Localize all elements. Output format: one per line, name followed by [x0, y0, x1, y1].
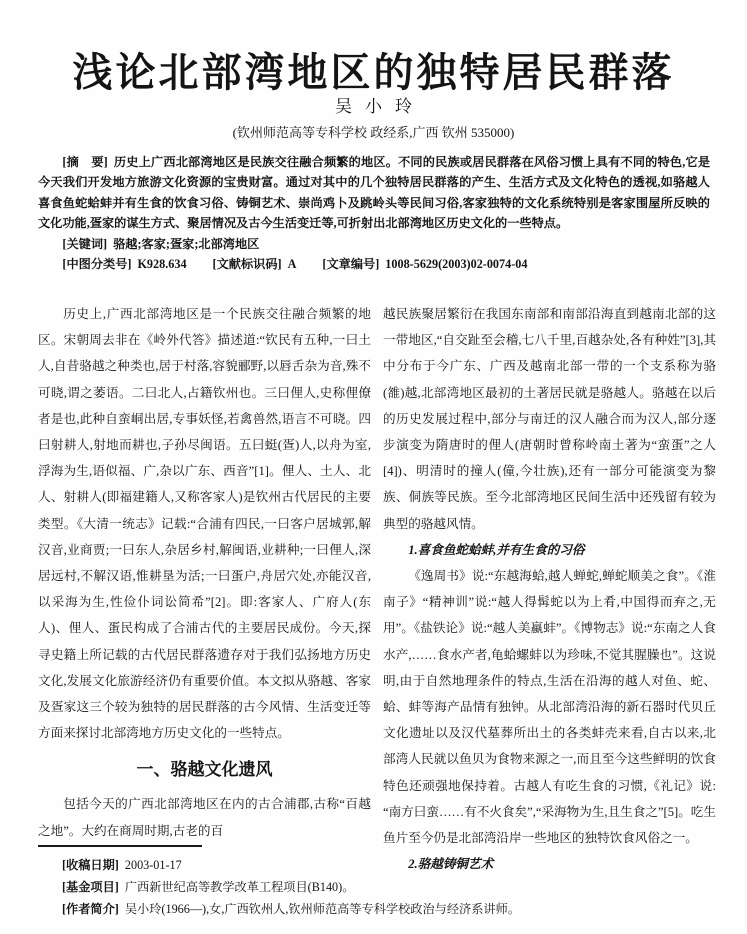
footnote-divider [38, 845, 202, 847]
body-paragraph-intro: 历史上,广西北部湾地区是一个民族交往融合频繁的地区。宋朝周去非在《岭外代答》描述道:“钦民有五种,一曰土人,自昔骆越之种类也,居于村落,容貌郦野,以唇舌杂为音,殊不可晓,谓之萎语。二曰北人,占籍钦州也。三曰俚人,史称俚僚者是也,此种自蛮峒出居,专事妖怪,若禽兽然,语言不可晓。四曰射耕人,射地而耕也,子孙尽闽语。五曰蜓(疍)人,以舟为室,浮海为生,语似福、广,杂以广东、西音”[1]。俚人、土人、北人、射耕人(即福建籍人,又称客家人)是钦州古代居民的主要类型。《大清一统志》记载:“合浦有四民,一曰客户居城郭,解汉音,业商贾;一曰东人,杂居乡村,解闽语,业耕种;一曰俚人,深居远村,不解汉语,惟耕垦为活;一曰蛋户,舟居穴处,亦能汉音,以采海为生,性俭仆词讼简希”[2]。即:客家人、广府人(东人)、俚人、蛋民构成了合浦古代的主要居民成份。今天,探寻史籍上所记载的古代居民群落遗存对于我们弘扬地方历史文化,发展文化旅游经济仍有重要价值。本文拟从骆越、客家及疍家这三个较为独特的居民群落的古今风情、生活变迁等方面来探讨北部湾地方历史文化的一些特点。 [38, 307, 371, 741]
section-heading-1: 一、骆越文化遗风 [136, 760, 273, 780]
author-name: 吴小玲 [335, 97, 425, 116]
article-meta [38, 152, 710, 274]
article-id-label: [文章编号] [322, 257, 380, 272]
footnote-author-bio [38, 898, 718, 920]
footnote-label: [基金项目] [62, 880, 119, 894]
footnote-label: [作者简介] [62, 902, 119, 916]
author-affiliation: (钦州师范高等专科学校 政经系,广西 钦州 535000) [232, 125, 515, 140]
subsection-heading-2: 2.骆越铸铜艺术 [408, 857, 494, 872]
clc-label: [中图分类号] [62, 257, 132, 272]
footnote-text: 吴小玲(1966—),女,广西钦州人,钦州师范高等专科学校政治与经济系讲师。 [124, 902, 520, 916]
page-title: 浅论北部湾地区的独特居民群落 [72, 49, 675, 95]
doc-code-label: [文献标识码] [212, 257, 282, 272]
footnote-label: [收稿日期] [62, 858, 119, 872]
clc-value: K928.634 [137, 257, 187, 272]
doc-code-value: A [287, 257, 297, 272]
keywords-label: [关键词] [62, 236, 108, 251]
body-paragraph-section1: 包括今天的广西北部湾地区在内的古合浦郡,古称“百越之地”。大约在商周时期,古老的百 [38, 797, 371, 838]
keywords-text: 骆越;客家;疍家;北部湾地区 [113, 236, 260, 251]
body-paragraph-continued: 越民族聚居繁衍在我国东南部和南部沿海直到越南北部的这一带地区,“自交趾至会稽,七八千里,百越杂处,各有种姓”[3],其中分布于今广东、广西及越南北部一带的一个支系称为骆(雒)越,北部湾地区最初的土著居民就是骆越人。骆越在以后的历史发展过程中,部分与南迁的汉人融合而为汉人,部分逐步演变为隋唐时的俚人(唐朝时曾称岭南土著为“蛮蛋”之人[4])、明清时的撞人(僮,今壮族),还有一部分可能演变为黎族、侗族等民族。至今北部湾地区民间生活中还残留有较为典型的骆越风情。 [383, 307, 716, 531]
footnote-block [38, 845, 718, 920]
left-column [38, 301, 371, 846]
right-column [383, 301, 716, 872]
subsection-heading-1: 1.喜食鱼蛇蛤蚌,并有生食的习俗 [408, 542, 585, 557]
article-id-value: 1008-5629(2003)02-0074-04 [385, 257, 528, 272]
body-paragraph-customs: 《逸周书》说:“东越海蛤,越人蝉蛇,蝉蛇顺美之食”。《淮南子》“精神训”说:“越人得髯蛇以为上肴,中国得而弃之,无用”。《盐铁论》说:“越人美蠃蚌”。《博物志》说:“东南之人食水产,……食水产者,龟蛤螺蚌以为珍味,不觉其腥臊也”。这说明,由于自然地理条件的特点,生活在沿海的越人对鱼、蛇、蛤、蚌等海产品情有独钟。从北部湾沿海的新石器时代贝丘文化遗址以及汉代墓葬所出土的各类蚌壳来看,自古以来,北部湾人民就以鱼贝为食物来源之一,而且至今这些鲜明的饮食特色还顽强地保持着。古越人有吃生食的习惯,《礼记》说:“南方曰蛮……有不火食矣”,“采海物为生,且生食之”[5]。吃生鱼片至今仍是北部湾沿岸一些地区的独特饮食风俗之一。 [383, 569, 716, 846]
footnote-fund-project [38, 876, 718, 898]
keywords-line [38, 234, 710, 254]
footnote-received-date [38, 854, 718, 876]
abstract-paragraph [38, 152, 710, 234]
abstract-label: [摘 要] [62, 155, 108, 169]
footnote-text: 广西新世纪高等教学改革工程项目(B140)。 [124, 880, 355, 894]
abstract-text: 历史上广西北部湾地区是民族交往融合频繁的地区。不同的民族或居民群落在风俗习惯上具有不同的特色,它是今天我们开发地方旅游文化资源的宝贵财富。通过对其中的几个独特居民群落的产生、生活方式及文化特色的透视,如骆越人喜食鱼蛇蛤蚌并有生食的饮食习俗、铸铜艺术、崇尚鸡卜及跳岭头等民间习俗,客家独特的文化系统特别是客家围屋所反映的文化功能,疍家的谋生方式、聚居情况及古今生活变迁等,可折射出北部湾地区历史文化的一些特点。 [38, 155, 711, 231]
footnote-text: 2003-01-17 [124, 858, 182, 872]
classification-line [38, 254, 710, 274]
